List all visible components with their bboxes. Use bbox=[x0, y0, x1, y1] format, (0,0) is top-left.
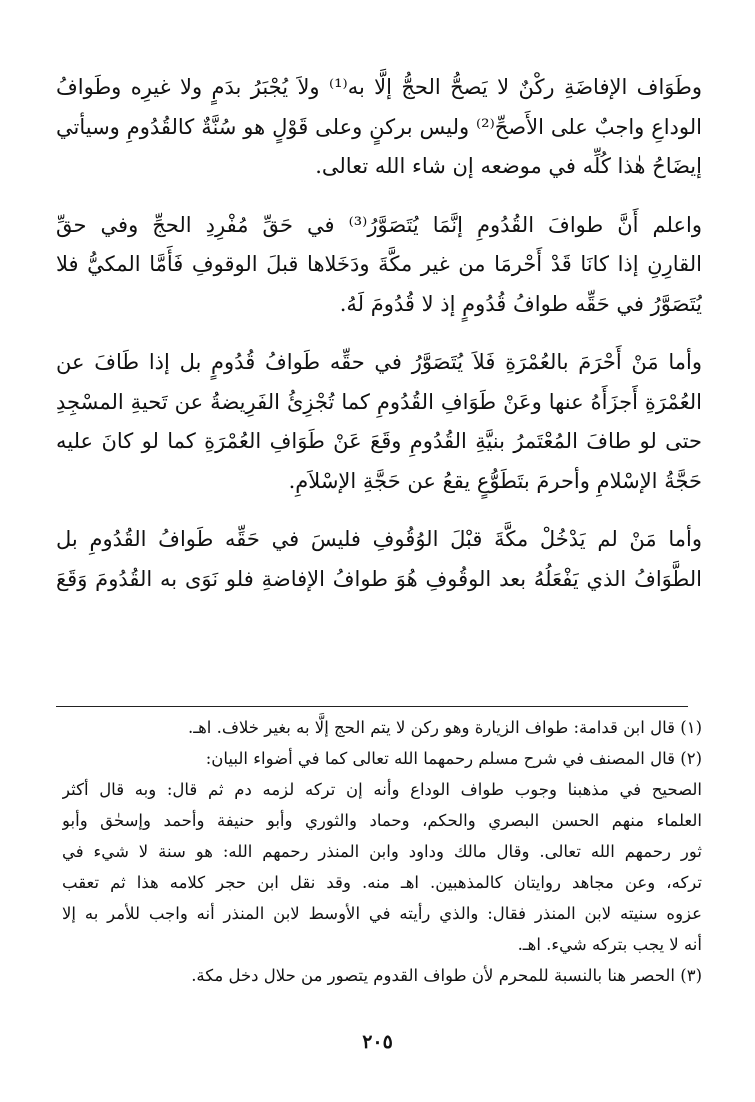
text-line: القارِنِ إذا كانَا قَدْ أَحْرمَا من غير مكَّةَ ودَخَلاها قبلَ الوقوفِ فَأَمَّا المكيُّ فلا bbox=[56, 252, 702, 276]
footnote-line: تركه، وعن مجاهد روايتان كالمذهبين. اهـ منه. وقد نقل ابن حجر كلامه هذا ثم تعقب bbox=[62, 873, 702, 892]
text-line: العُمْرَةِ أَجزَأَهُ عنها وعَنْ طَوَافِ القُدُومِ كما تُجْزِئُ الفَرِيضةُ عن تَحيةِ المسْجِدِ bbox=[56, 389, 702, 414]
footnote-3 bbox=[62, 960, 702, 991]
footnotes bbox=[62, 712, 702, 991]
footnote-divider bbox=[56, 706, 688, 707]
footnote-line: (٢) قال المصنف في شرح مسلم رحمهما الله تعالى كما في أضواء البيان: bbox=[205, 749, 702, 768]
paragraph-3 bbox=[56, 343, 702, 501]
text-line: يُتَصَوَّرُ في حَقِّه طوافُ قُدُومٍ إذ لا قُدُومَ لَهُ. bbox=[339, 291, 702, 316]
text-line: الطَّوَافُ الذي يَفْعَلُهُ بعد الوقُوفِ هُوَ طوافُ الإفاضةِ فلو نَوَى به القُدُومَ وَقَعَ bbox=[56, 566, 702, 591]
footnote-line: أنه لا يجب بتركه شيء. اهـ. bbox=[517, 935, 702, 954]
footnote-1 bbox=[62, 712, 702, 743]
text-line: وطَوَاف الإفاضَةِ ركْنٌ لا يَصحُّ الحجُّ إلَّا به⁽¹⁾ ولاَ يُجْبَرُ بدَمٍ ولا غيرِه وطَوافُ bbox=[56, 75, 702, 99]
footnote-line: الصحيح في مذهبنا وجوب طواف الوداع وأنه إن تركه لزمه دم ثم قال: وبه قال أكثر bbox=[62, 780, 702, 799]
text-line: إيضَاحُ هٰذا كُلِّه في موضعه إن شاء الله تعالى. bbox=[315, 154, 702, 178]
text-line: الوداعِ واجبٌ على الأَصحِّ⁽²⁾ وليس بركنٍ وعلى قَوْلٍ هو سُنَّةٌ كالقُدُومِ وسيأتي bbox=[56, 114, 702, 139]
paragraph-1 bbox=[56, 68, 702, 187]
footnote-line: (١) قال ابن قدامة: طواف الزيارة وهو ركن لا يتم الحج إلَّا به بغير خلاف. اهـ. bbox=[187, 718, 702, 737]
footnote-line: (٣) الحصر هنا بالنسبة للمحرم لأن طواف القدوم يتصور من حلال دخل مكة. bbox=[191, 966, 702, 985]
text-line: وأما مَنْ أَحْرَمَ بالعُمْرَةِ فَلاَ يُتَصَوَّرُ في حقِّه طَوافُ قُدُومٍ بل إذا طَافَ عن bbox=[56, 350, 702, 374]
paragraph-2 bbox=[56, 206, 702, 325]
paragraph-4 bbox=[56, 520, 702, 599]
footnote-line: عزوه سنيته لابن المنذر فقال: والذي رأيته في الأوسط لابن المنذر أنه واجب للأمر به إلا bbox=[62, 904, 702, 923]
text-line: وأما مَنْ لم يَدْخُلْ مكَّةَ قبْلَ الوُقُوفِ فليسَ في حَقِّه طَوافُ القُدُومِ بل bbox=[56, 527, 702, 551]
footnote-2 bbox=[62, 743, 702, 960]
text-line: واعلم أَنَّ طوافَ القُدُومِ إنَّمَا يُتَصَوَّرُ⁽³⁾ في حَقِّ مُفْرِدِ الحجِّ وفي حقِّ bbox=[56, 212, 702, 237]
footnote-line: ثور رحمهم الله تعالى. وقال مالك وداود وابن المنذر رحمهم الله: هو سنة لا شيء في bbox=[62, 842, 702, 861]
text-line: حتى لو طافَ المُعْتَمرُ بنيَّةِ القُدُومِ وقَعَ عَنْ طَوَافِ العُمْرَةِ كما لو كانَ عليه bbox=[56, 429, 702, 453]
main-text bbox=[56, 68, 702, 618]
text-line: حَجَّةُ الإسْلامِ وأحرمَ بتَطَوُّعٍ يقعُ عن حَجَّةِ الإسْلاَمِ. bbox=[288, 468, 702, 493]
page-number: ٢٠٥ bbox=[362, 1031, 393, 1053]
footnote-line: العلماء منهم الحسن البصري والحكم، وحماد والثوري وأبو حنيفة وأحمد وإسحٰق وأبو bbox=[62, 811, 702, 830]
